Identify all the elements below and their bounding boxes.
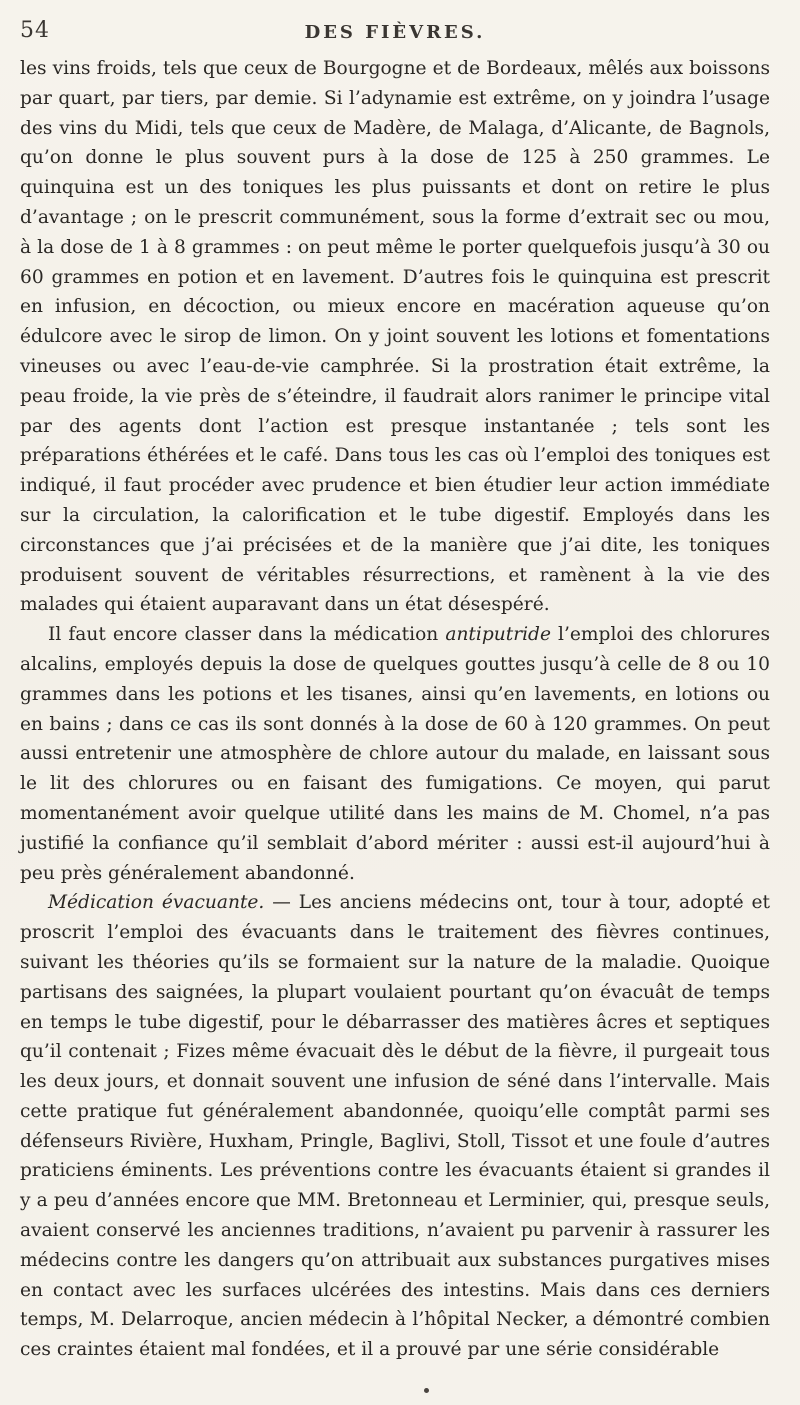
ink-speck (424, 1388, 429, 1393)
page-number: 54 (20, 18, 50, 43)
paragraph-antiputrid-medication (20, 620, 770, 888)
paragraph-text: — Les anciens médecins ont, tour à tour, adopté et proscrit l’emploi des évacuants dans le traitement des fièvres continues, suivant les théories qu’ils se formaient sur la nature de la maladie. Quoique partisans des saignées, la plupart voulaient pourtant qu’on évacuât de temps en temps le tube digestif, pour le débarrasser des matières âcres et septiques qu’il contenait ; Fizes même évacuait dès le début de la fièvre, il purgeait tous les deux jours, et donnait souvent une infusion de séné dans l’intervalle. Mais cette pratique fut généralement abandonnée, quoiqu’elle comptât parmi ses défenseurs Rivière, Huxham, Pringle, Baglivi, Stoll, Tissot et une foule d’autres praticiens éminents. Les préventions contre les évacuants étaient si grandes il y a peu d’années encore que MM. Bretonneau et Lerminier, qui, presque seuls, avaient conservé les anciennes traditions, n’avaient pu parvenir à rassurer les médecins contre les dangers qu’on attribuait aux substances purgatives mises en contact avec les surfaces ulcérées des intestins. Mais dans ces derniers temps, M. Delarroque, ancien médecin à l’hôpital Necker, a démontré combien ces craintes étaient mal fondées, et il a prouvé par une série considérable (20, 892, 770, 1361)
body-text (20, 54, 770, 1365)
paragraph-text: l’emploi des chlorures alcalins, employés depuis la dose de quelques gouttes jusqu’à celle de 8 ou 10 grammes dans les potions et les tisanes, ainsi qu’en lavements, en lotions ou en bains ; dans ce cas ils sont donnés à la dose de 60 à 120 grammes. On peut aussi entretenir une atmosphère de chlore autour du malade, en laissant sous le lit des chlorures ou en faisant des fumigations. Ce moyen, qui parut momentanément avoir quelque utilité dans les mains de M. Chomel, n’a pas justifié la confiance qu’il semblait d’abord mériter : aussi est-il aujourd’hui à peu près généralement abandonné. (20, 624, 770, 884)
paragraph-text: les vins froids, tels que ceux de Bourgogne et de Bordeaux, mêlés aux boissons par quart, par tiers, par demie. Si l’adynamie est extrême, on y joindra l’usage des vins du Midi, tels que ceux de Madère, de Malaga, d’Alicante, de Bagnols, qu’on donne le plus souvent purs à la dose de 125 à 250 grammes. Le quinquina est un des toniques les plus puissants et dont on retire le plus d’avantage ; on le prescrit communément, sous la forme d’extrait sec ou mou, à la dose de 1 à 8 grammes : on peut même le porter quelquefois jusqu’à 30 ou 60 grammes en potion et en lavement. D’autres fois le quinquina est prescrit en infusion, en décoction, ou mieux encore en macération aqueuse qu’on édulcore avec le sirop de limon. On y joint souvent les lotions et fomentations vineuses ou avec l’eau-de-vie camphrée. Si la prostration était extrême, la peau froide, la vie près de s’éteindre, il faudrait alors ranimer le principe vital par des agents dont l’action est presque instantanée ; tels sont les préparations éthérées et le café. Dans tous les cas où l’emploi des toniques est indiqué, il faut procéder avec prudence et bien étudier leur action immédiate sur la circulation, la calorification et le tube digestif. Employés dans les circonstances que j’ai précisées et de la manière que j’ai dite, les toniques produisent souvent de véritables résurrections, et ramènent à la vie des malades qui étaient auparavant dans un état désespéré. (20, 58, 770, 616)
paragraph-evacuant-medication (20, 888, 770, 1365)
paragraph-text: Il faut encore classer dans la médication (48, 624, 446, 646)
running-head (20, 14, 770, 48)
section-heading-medication-evacuante: Médication évacuante. (48, 892, 265, 914)
italic-term-antiputride: antiputride (445, 624, 551, 646)
page-header-title: DES FIÈVRES. (304, 22, 486, 43)
paragraph-tonic-treatment (20, 54, 770, 620)
